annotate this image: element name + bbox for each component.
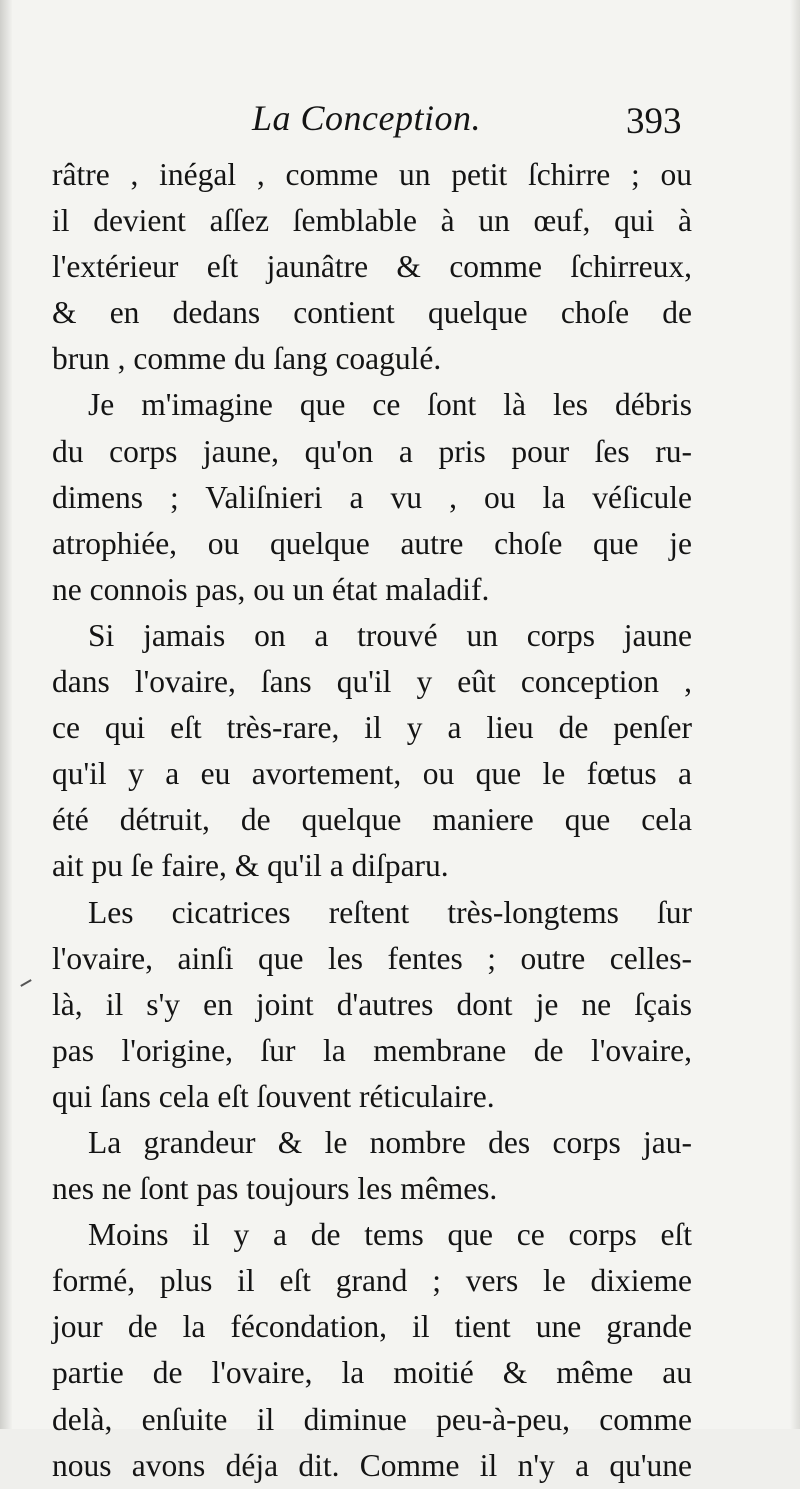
body-text — [52, 152, 692, 1489]
text-line: Je m'imagine que ce ſont là les débris — [88, 387, 692, 423]
page-number: 393 — [626, 101, 682, 142]
text-line: l'ovaire, ainſi que les fentes ; outre celles- — [52, 940, 692, 976]
text-line: formé, plus il eſt grand ; vers le dixieme — [52, 1263, 692, 1299]
text-line: ne connois pas, ou un état maladif. — [52, 571, 490, 607]
text-line: La grandeur & le nombre des corps jau- — [88, 1124, 692, 1160]
text-line: qui ſans cela eſt ſouvent réticulaire. — [52, 1078, 495, 1114]
text-line: râtre , inégal , comme un petit ſchirre ; ou — [52, 157, 692, 192]
text-line: été détruit, de quelque maniere que cela — [52, 802, 692, 838]
text-line: pas l'origine, ſur la membrane de l'ovaire, — [52, 1032, 692, 1068]
page-edge-shadow — [790, 0, 800, 1429]
page-gutter-shadow — [0, 0, 12, 1429]
text-line: nes ne ſont pas toujours les mêmes. — [52, 1171, 498, 1207]
text-line: qu'il y a eu avortement, ou que le fœtus a — [52, 756, 692, 792]
text-line: delà, enſuite il diminue peu-à-peu, comme — [52, 1401, 692, 1437]
text-line: Moins il y a de tems que ce corps eſt — [88, 1217, 692, 1253]
page-header — [0, 98, 800, 148]
text-line: Si jamais on a trouvé un corps jaune — [88, 617, 692, 653]
text-line: ait pu ſe faire, & qu'il a diſparu. — [52, 848, 449, 884]
text-line: ce qui eſt très-rare, il y a lieu de penſer — [52, 710, 692, 746]
text-line: partie de l'ovaire, la moitié & même au — [52, 1355, 692, 1391]
text-line: dimens ; Valiſnieri a vu , ou la véſicule — [52, 479, 692, 515]
text-line: atrophiée, ou quelque autre choſe que je — [52, 525, 692, 561]
text-line: brun , comme du ſang coagulé. — [52, 341, 442, 377]
text-line: dans l'ovaire, ſans qu'il y eût conception , — [52, 664, 692, 700]
text-line: Les cicatrices reſtent très-longtems ſur — [88, 894, 692, 930]
text-line: jour de la fécondation, il tient une grande — [52, 1309, 692, 1345]
text-line: nous avons déja dit. Comme il n'y a qu'une — [52, 1447, 692, 1483]
running-title: La Conception. — [252, 98, 481, 138]
margin-pen-mark — [20, 979, 31, 987]
text-line: l'extérieur eſt jaunâtre & comme ſchirreux, — [52, 249, 692, 285]
text-line: & en dedans contient quelque choſe de — [52, 295, 692, 331]
text-line: du corps jaune, qu'on a pris pour ſes ru- — [52, 433, 692, 469]
text-line: il devient aſſez ſemblable à un œuf, qui à — [52, 203, 692, 239]
text-line: là, il s'y en joint d'autres dont je ne ſçais — [52, 986, 692, 1022]
